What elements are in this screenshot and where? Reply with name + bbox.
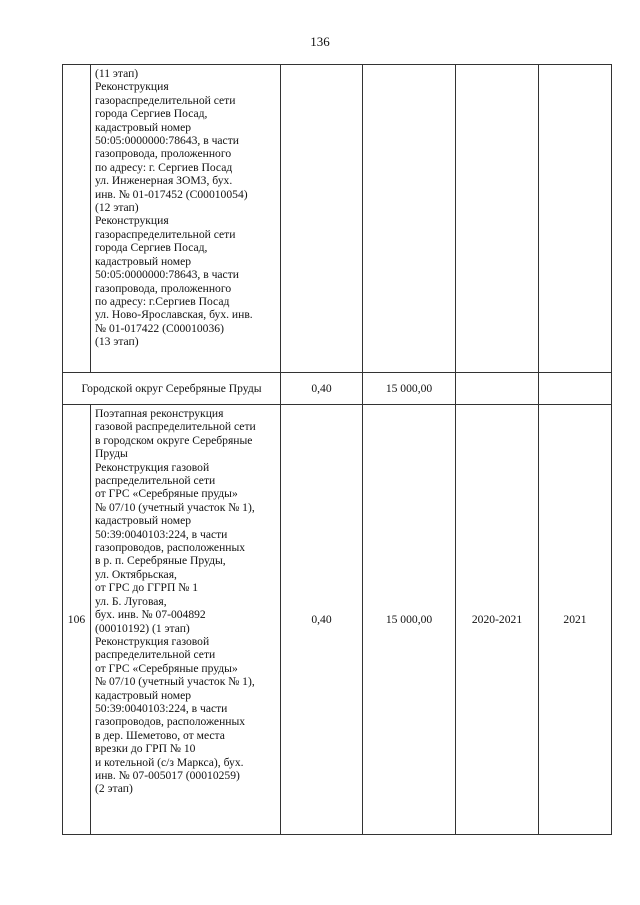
row-cost — [363, 65, 456, 373]
row-period — [456, 65, 539, 373]
district-name: Городской округ Серебряные Пруды — [63, 373, 281, 405]
table-row — [63, 65, 612, 373]
district-cost: 15 000,00 — [363, 373, 456, 405]
page-number: 136 — [310, 34, 330, 49]
district-year — [539, 373, 612, 405]
row-length: 0,40 — [281, 405, 363, 835]
row-year: 2021 — [539, 405, 612, 835]
data-table — [62, 64, 612, 835]
row-number: 106 — [63, 405, 91, 835]
row-description: Поэтапная реконструкция газовой распределительной сети в городском округе Серебряные Пруды Реконструкция газовой распределительной сети от ГРС «Серебряные пруды» № 07/10 (учетный участок № 1), кадастровый номер 50:39:0040103:224, в части газопроводов, расположенных в р. п. Серебряные Пруды, ул. Октябрьская, от ГРС до ГГРП № 1 ул. Б. Луговая, бух. инв. № 07-004892 (00010192) (1 этап) Реконструкция газовой распределительной сети от ГРС «Серебряные пруды» № 07/10 (учетный участок № 1), кадастровый номер 50:39:0040103:224, в части газопроводов, расположенных в дер. Шеметово, от места врезки до ГРП № 10 и котельной (с/з Маркса), бух. инв. № 07-005017 (00010259) (2 этап) — [91, 405, 281, 835]
row-length — [281, 65, 363, 373]
table-row — [63, 405, 612, 835]
row-cost: 15 000,00 — [363, 405, 456, 835]
district-length: 0,40 — [281, 373, 363, 405]
row-description: (11 этап) Реконструкция газораспределительной сети города Сергиев Посад, кадастровый номер 50:05:0000000:78643, в части газопровода, проложенного по адресу: г. Сергиев Посад ул. Инженерная ЗОМЗ, бух. инв. № 01-017452 (С00010054) (12 этап) Реконструкция газораспределительной сети города Сергиев Посад, кадастровый номер 50:05:0000000:78643, в части газопровода, проложенного по адресу: г.Сергиев Посад ул. Ново-Ярославская, бух. инв. № 01-017422 (С00010036) (13 этап) — [91, 65, 281, 373]
district-period — [456, 373, 539, 405]
row-year — [539, 65, 612, 373]
row-period: 2020-2021 — [456, 405, 539, 835]
table-row-district — [63, 373, 612, 405]
row-number — [63, 65, 91, 373]
